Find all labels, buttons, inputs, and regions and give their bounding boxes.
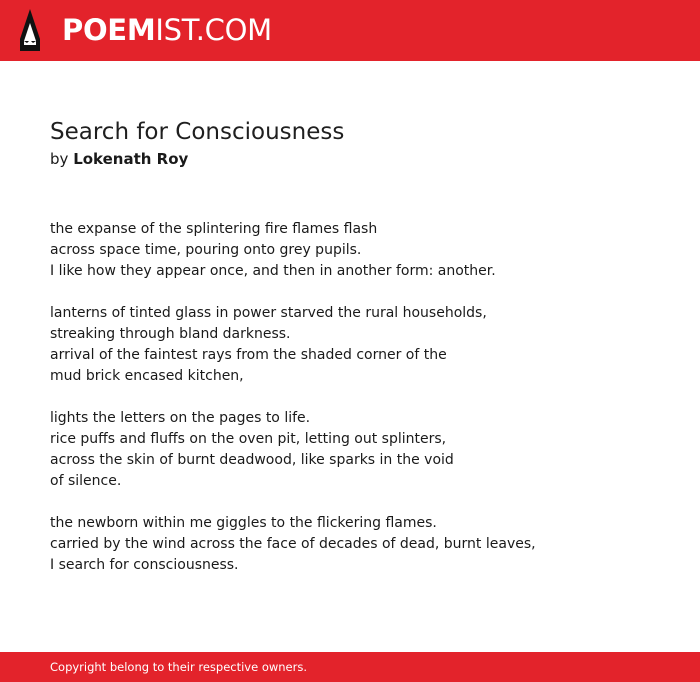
poem-body [50,219,670,597]
stanza [50,219,670,282]
stanza [50,513,670,576]
poem-line: across space time, pouring onto grey pupils. [50,242,362,258]
author-name: Lokenath Roy [73,150,189,168]
site-header [0,0,700,61]
poem-line: I like how they appear once, and then in another form: another. [50,263,496,279]
poem-line: arrival of the faintest rays from the shaded corner of the [50,347,447,363]
stanza [50,303,670,387]
poem-line: lights the letters on the pages to life. [50,410,311,426]
poem-line: mud brick encased kitchen, [50,368,244,384]
poem-line: lanterns of tinted glass in power starved the rural households, [50,305,487,321]
poem-line: the expanse of the splintering fire flames flash [50,221,378,237]
pencil-icon[interactable] [18,9,42,51]
by-label: by [50,150,69,168]
stanza [50,408,670,492]
poem-line: of silence. [50,473,122,489]
poem-line: rice puffs and fluffs on the oven pit, letting out splinters, [50,431,447,447]
poem-line: streaking through bland darkness. [50,326,291,342]
logo-brand-light: IST.COM [155,13,272,47]
site-footer [0,652,700,682]
copyright-notice: Copyright belong to their respective owners. [50,660,308,674]
poem-line: carried by the wind across the face of decades of dead, burnt leaves, [50,536,536,552]
logo-brand-bold: POEM [62,13,156,47]
poem-line: the newborn within me giggles to the flickering flames. [50,515,437,531]
site-logo[interactable] [62,12,272,48]
poem-line: across the skin of burnt deadwood, like sparks in the void [50,452,454,468]
poem-line: I search for consciousness. [50,557,239,573]
byline [50,149,188,169]
poem-title: Search for Consciousness [50,119,345,145]
